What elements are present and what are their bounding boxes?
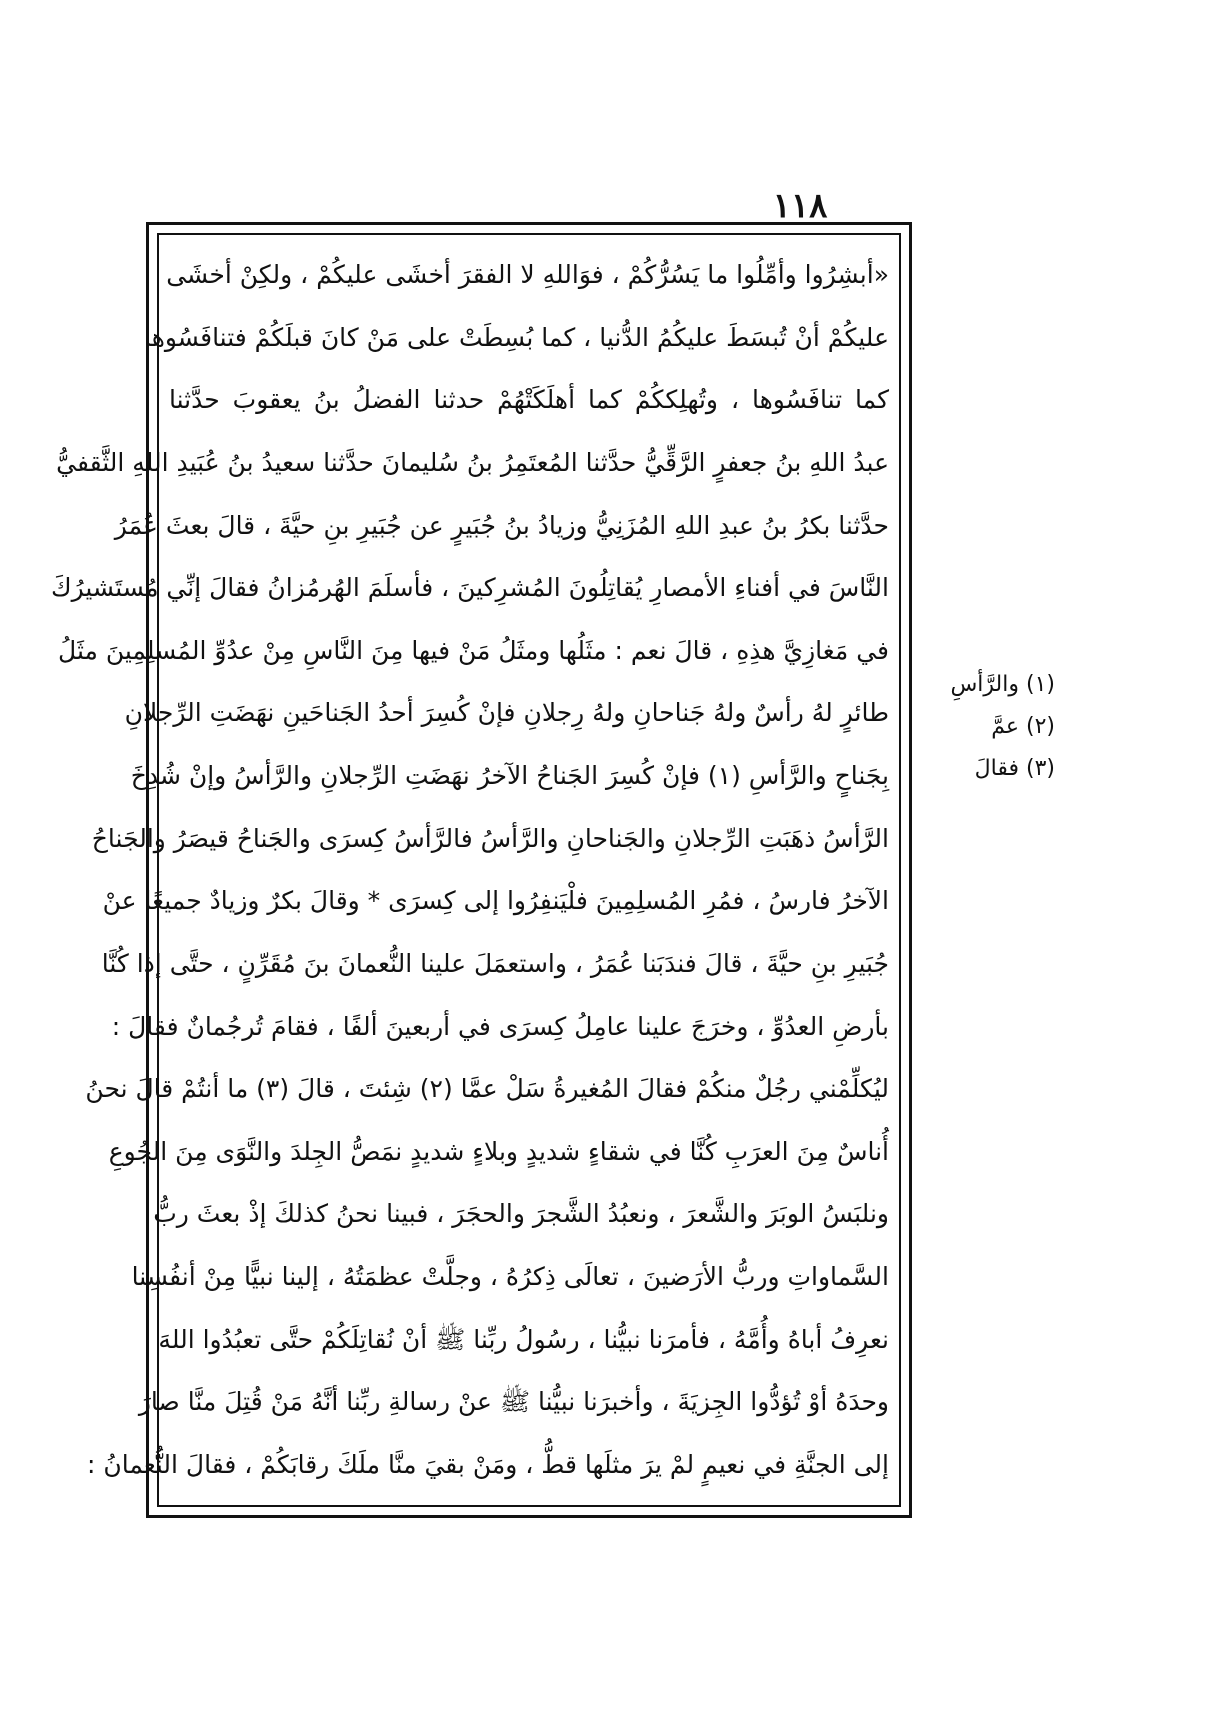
text-line: الرَّأسُ ذهَبَتِ الرِّجلانِ والجَناحانِ والرَّأسُ فالرَّأسُ كِسرَى والجَناحُ قيصَرُ والجَناحُ <box>91 823 889 853</box>
text-line: السَّماواتِ وربُّ الأرَضينَ ، تعالَى ذِكرُهُ ، وجلَّتْ عظمَتُهُ ، إلينا نبيًّا مِنْ أنفُسِنا <box>131 1262 889 1291</box>
page-number: ١١٨ <box>772 186 828 226</box>
text-frame-inner <box>50 233 901 1507</box>
text-line: كما تنافَسُوها ، وتُهلِككُمْ كما أهلَكَتْهُمْ حدثنا الفضلُ بنُ يعقوبَ حدَّثنا <box>169 385 889 415</box>
footnote-2: (٢) عمَّ <box>991 714 1055 739</box>
footnote-1: (١) والرَّأسِ <box>950 672 1055 697</box>
footnote-3: (٣) فقالَ <box>974 756 1055 781</box>
text-line: بأرضِ العدُوِّ ، وخرَجَ علينا عامِلُ كِسرَى في أربعينَ ألفًا ، فقامَ تُرجُمانٌ فقالَ : <box>111 1011 889 1041</box>
text-line: النَّاسَ في أفناءِ الأمصارِ يُقاتِلُونَ المُشرِكينَ ، فأسلَمَ الهُرمُزانُ فقالَ إنِّي مُستَشيرُكَ <box>50 573 889 603</box>
text-line: ونلبَسُ الوبَرَ والشَّعرَ ، ونعبُدُ الشَّجرَ والحجَرَ ، فبينا نحنُ كذلكَ إذْ بعثَ ربُّ <box>153 1199 889 1229</box>
text-line: في مَغازِيَّ هذِهِ ، قالَ نعم : مثَلُها ومثَلُ مَنْ فيها مِنَ النَّاسِ مِنْ عدُوِّ المُسلِمِينَ مثَلُ <box>58 635 889 665</box>
text-frame-outer <box>50 222 912 1518</box>
text-line: عليكُمْ أنْ تُبسَطَ عليكُمُ الدُّنيا ، كما بُسِطَتْ على مَنْ كانَ قبلَكُمْ فتنافَسُوها <box>144 322 889 352</box>
text-line: ليُكلِّمْني رجُلٌ منكُمْ فقالَ المُغيرةُ سَلْ عمَّا (٢) شِئتَ ، قالَ (٣) ما أنتُمْ قالَ نحنُ <box>85 1074 889 1104</box>
text-line: وحدَهُ أوْ تُؤدُّوا الجِزيَةَ ، وأخبرَنا نبيُّنا ﷺ عنْ رسالةِ ربِّنا أنَّهُ مَنْ قُتِلَ منَّا صارَ <box>138 1387 889 1417</box>
text-line: نعرِفُ أباهُ وأُمَّهُ ، فأمرَنا نبيُّنا ، رسُولُ ربِّنا ﷺ أنْ نُقاتِلَكُمْ حتَّى تعبُدُوا اللهَ <box>158 1324 889 1354</box>
text-line: الآخرُ فارسُ ، فمُرِ المُسلِمِينَ فلْيَنفِرُوا إلى كِسرَى * وقالَ بكرٌ وزيادٌ جميعًا عنْ <box>102 886 889 916</box>
text-line: أُناسٌ مِنَ العرَبِ كُنَّا في شقاءٍ شديدٍ وبلاءٍ شديدٍ نمَصُّ الجِلدَ والنَّوَى مِنَ الجُوعِ <box>108 1136 889 1166</box>
margin-footnotes <box>925 664 1055 790</box>
text-line: جُبَيرِ بنِ حيَّةَ ، قالَ فندَبَنا عُمَرُ ، واستعمَلَ علينا النُّعمانَ بنَ مُقَرِّنٍ ، حتَّى إذا كُنَّا <box>101 948 889 978</box>
text-line: حدَّثنا بكرُ بنُ عبدِ اللهِ المُزَنِيُّ وزيادُ بنُ جُبَيرٍ عن جُبَيرِ بنِ حيَّةَ ، قالَ بعثَ عُمَرُ <box>114 510 889 540</box>
text-line: طائرٍ لهُ رأسٌ ولهُ جَناحانِ ولهُ رِجلانِ فإنْ كُسِرَ أحدُ الجَناحَينِ نهَضَتِ الرِّجلانِ <box>124 698 889 728</box>
text-line: «أبشِرُوا وأمِّلُوا ما يَسُرُّكُمْ ، فوَاللهِ لا الفقرَ أخشَى عليكُمْ ، ولكِنْ أخشَى <box>166 260 889 289</box>
main-text <box>50 253 889 1487</box>
text-line: عبدُ اللهِ بنُ جعفرٍ الرَّقِّيُّ حدَّثنا المُعتَمِرُ بنُ سُليمانَ حدَّثنا سعيدُ بنُ عُبَيدِ اللهِ الثَّقفيُّ <box>56 447 889 477</box>
text-line: إلى الجنَّةِ في نعيمٍ لمْ يرَ مثلَها قطُّ ، ومَنْ بقيَ منَّا ملَكَ رقابَكُمْ ، فقالَ النُّعمانُ : <box>87 1449 889 1479</box>
text-line: بِجَناحٍ والرَّأسِ (١) فإنْ كُسِرَ الجَناحُ الآخرُ نهَضَتِ الرِّجلانِ والرَّأسُ وإنْ شُدِخَ <box>130 761 889 790</box>
